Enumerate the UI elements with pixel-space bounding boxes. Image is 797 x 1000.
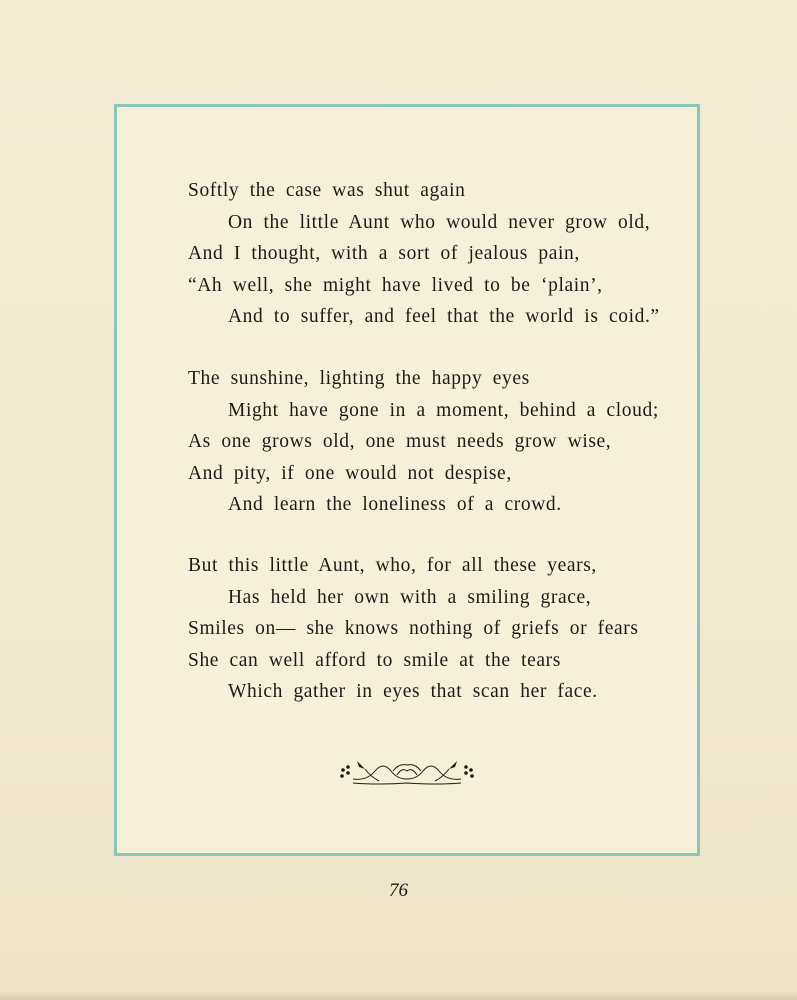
poem-line: Which gather in eyes that scan her face.	[228, 681, 598, 702]
poem-line: Might have gone in a moment, behind a cloud;	[228, 399, 659, 421]
floral-ornament-icon	[337, 757, 477, 789]
stanza-1	[188, 175, 660, 333]
poem-line: And pity, if one would not despise,	[188, 462, 512, 484]
poem-line: Has held her own with a smiling grace,	[228, 586, 592, 608]
stanza-2	[188, 363, 659, 521]
poem-line: “Ah well, she might have lived to be ‘plain’,	[188, 274, 603, 296]
poem-line: As one grows old, one must needs grow wise,	[188, 431, 612, 452]
poem-line: Smiles on— she knows nothing of griefs or fears	[188, 618, 639, 639]
poem-line: And to suffer, and feel that the world is coid.”	[228, 306, 660, 327]
poem-line: Softly the case was shut again	[188, 180, 466, 201]
poem-line: But this little Aunt, who, for all these years,	[188, 555, 597, 576]
poem-line: And learn the loneliness of a crowd.	[228, 494, 562, 515]
poem-line: And I thought, with a sort of jealous pain,	[188, 243, 580, 264]
page-bottom-edge	[0, 992, 797, 1000]
poem-line: The sunshine, lighting the happy eyes	[188, 368, 530, 389]
poem-line: She can well afford to smile at the tears	[188, 649, 561, 671]
stanza-3	[188, 550, 648, 708]
poem-line: On the little Aunt who would never grow old,	[228, 211, 651, 233]
page-number: 76	[389, 880, 408, 901]
